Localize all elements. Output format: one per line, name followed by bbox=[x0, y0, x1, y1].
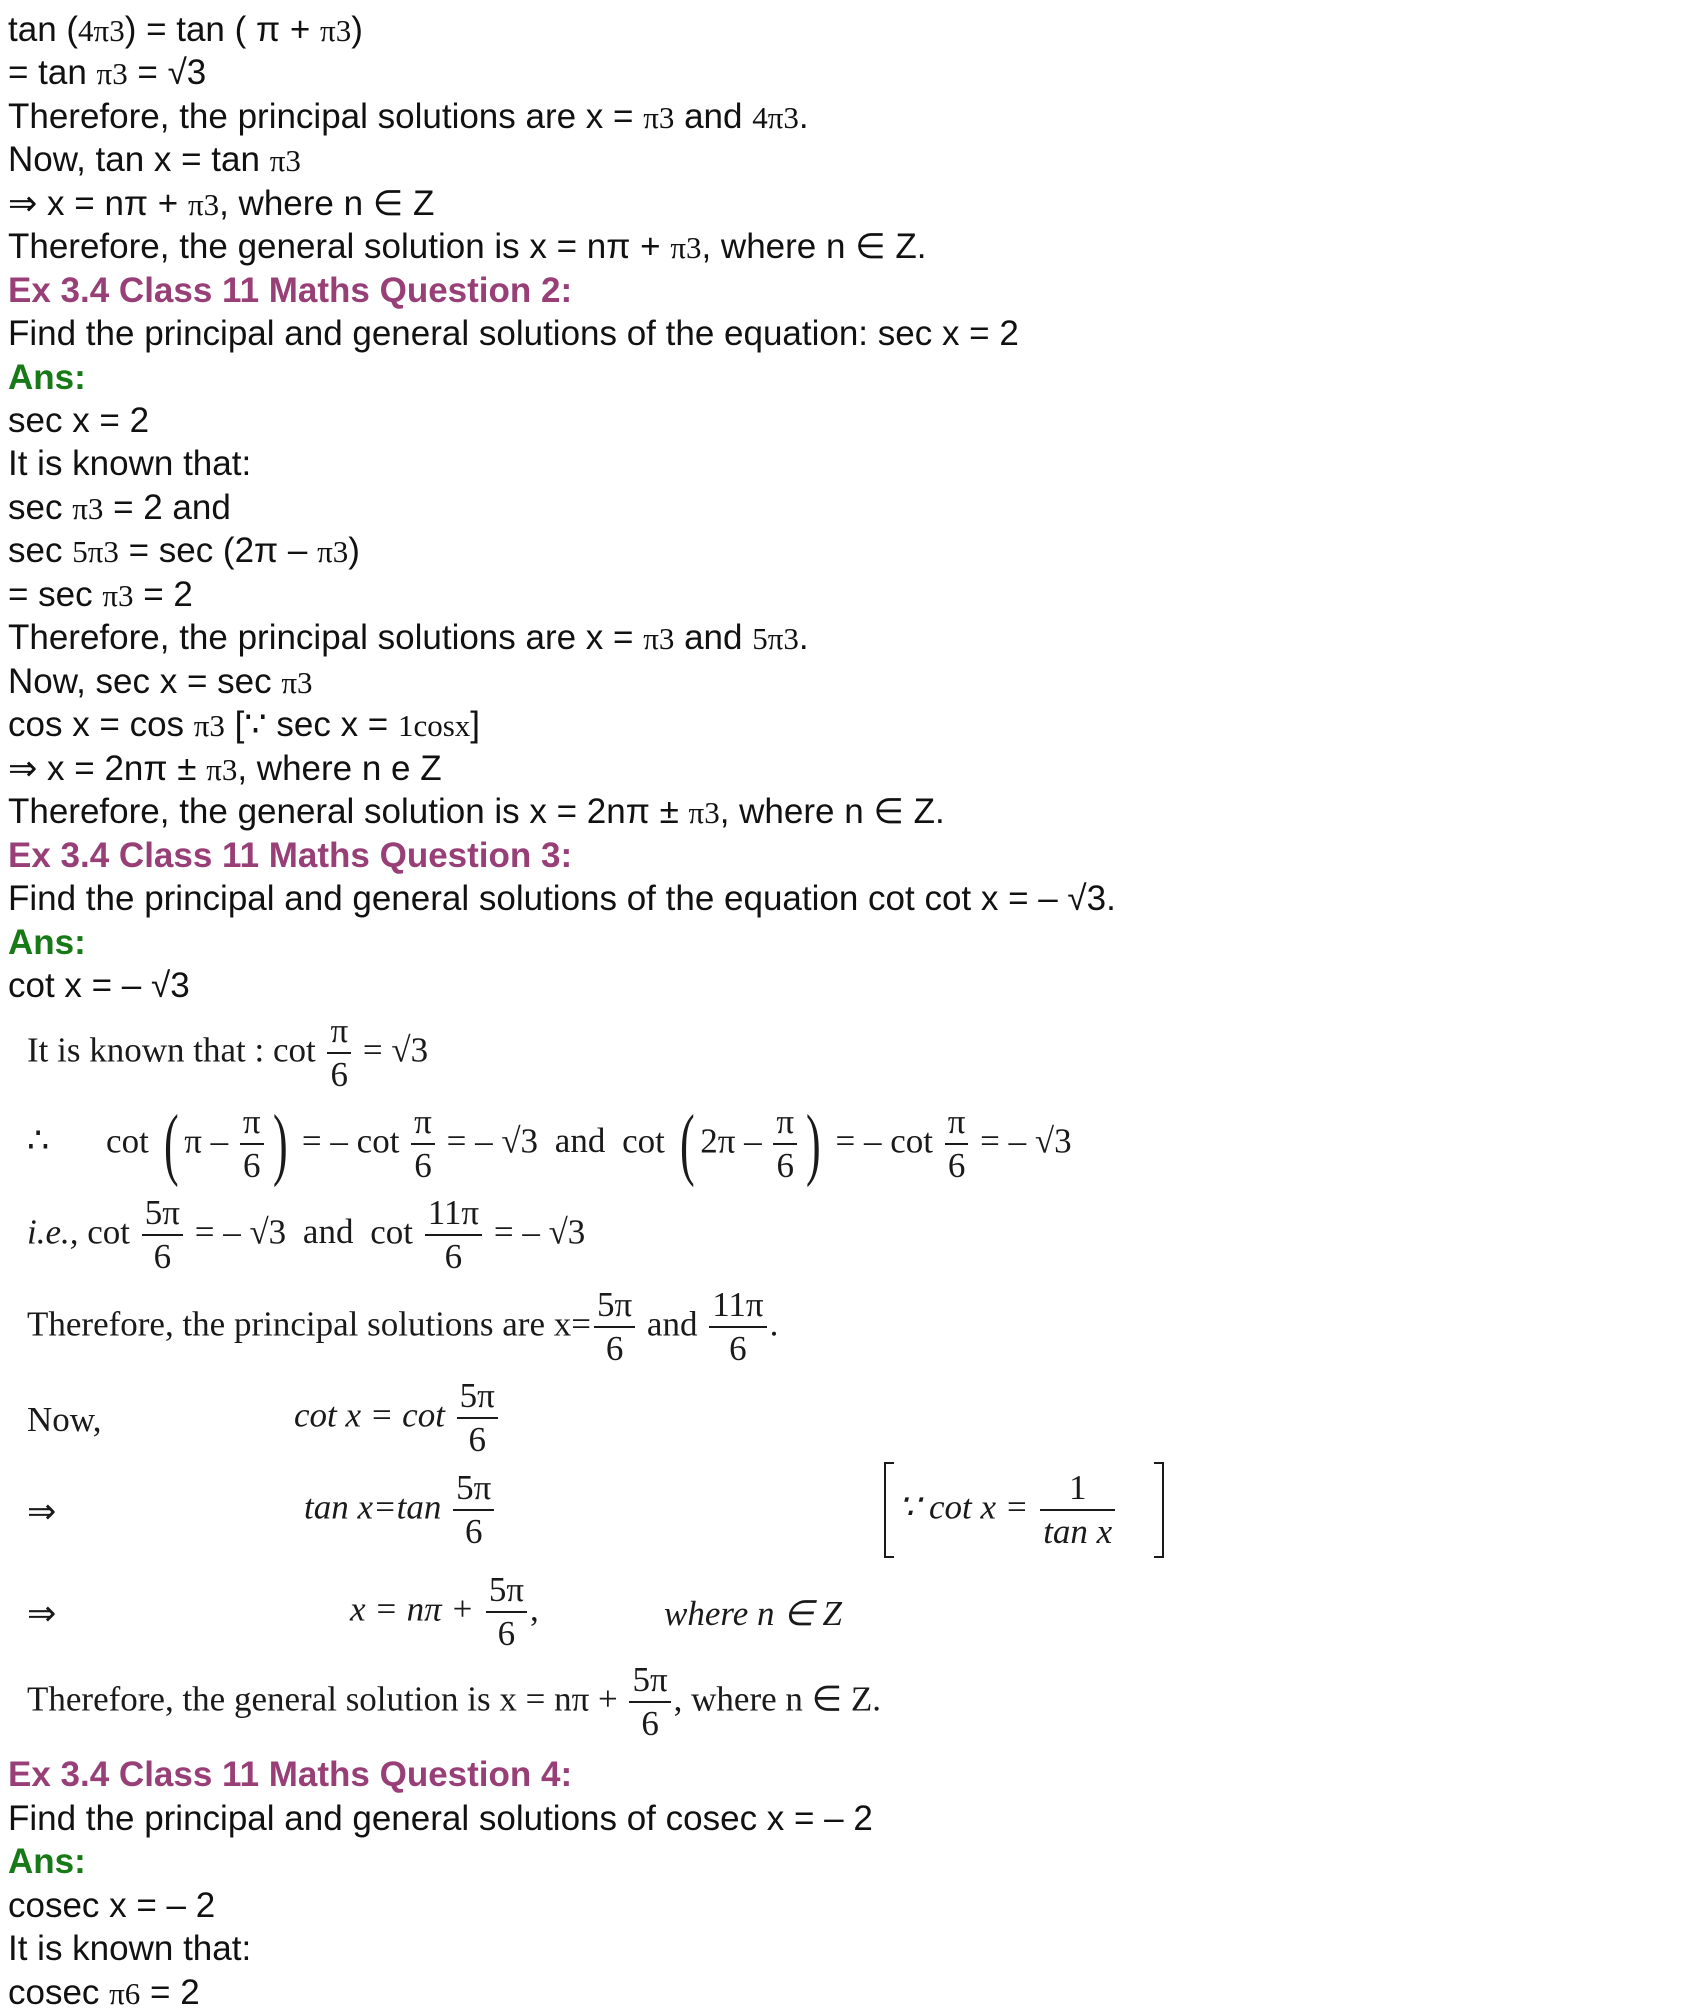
text: cot x = cot bbox=[294, 1395, 445, 1435]
text: Therefore, the principal solutions are x= bbox=[27, 1304, 591, 1344]
scan-line-known bbox=[27, 1013, 428, 1094]
scan-line-therefore bbox=[27, 1100, 1072, 1189]
q2-ans-label: Ans: bbox=[8, 358, 86, 397]
therefore-symbol: ∴ bbox=[27, 1121, 50, 1161]
right-paren: ) bbox=[272, 1100, 288, 1189]
math-inline: π3 bbox=[72, 491, 104, 526]
fraction: $\frac{5\pi}{6}$ bbox=[453, 1470, 494, 1551]
text: . bbox=[798, 618, 809, 657]
text: and bbox=[302, 1212, 354, 1252]
text: cot bbox=[370, 1212, 413, 1252]
text: = sec (2π – bbox=[118, 531, 318, 570]
fraction: $\frac{5\pi}{6}$ bbox=[486, 1572, 527, 1653]
text: ] bbox=[470, 705, 481, 744]
text: Therefore, the general solution is x = nπ + bbox=[27, 1679, 618, 1719]
text: cot bbox=[87, 1212, 131, 1252]
q4-line-3 bbox=[8, 1975, 200, 2010]
scan-line-principal bbox=[27, 1287, 778, 1368]
math-inline: π3 bbox=[320, 13, 352, 48]
q1-line-6 bbox=[8, 229, 926, 264]
text: Therefore, the general solution is x = 2nπ ± bbox=[8, 792, 689, 831]
math-inline: π3 bbox=[187, 187, 220, 222]
text: = – √3 bbox=[194, 1212, 287, 1252]
scan-implies-1: ⇒ bbox=[27, 1492, 57, 1531]
text: and bbox=[646, 1304, 698, 1344]
text: ∵ cot x = bbox=[898, 1487, 1029, 1527]
q2-line-4 bbox=[8, 533, 360, 568]
text: ) = tan ( π + bbox=[124, 10, 321, 49]
text: = √3 bbox=[362, 1030, 429, 1070]
math-inline: π3 bbox=[193, 708, 225, 743]
q4-heading: Ex 3.4 Class 11 Maths Question 4: bbox=[8, 1755, 573, 1794]
text: , where n ∈ Z bbox=[219, 184, 435, 223]
text: and bbox=[674, 618, 753, 657]
fraction: $\frac{11\pi}{6}$ bbox=[709, 1287, 766, 1368]
q1-line-5 bbox=[8, 186, 434, 221]
q2-line-3 bbox=[8, 490, 231, 525]
text: cot bbox=[106, 1121, 149, 1161]
math-inline: π3 bbox=[643, 100, 675, 135]
math-inline: π3 bbox=[102, 578, 134, 613]
math-inline: 4π3 bbox=[78, 13, 125, 48]
text: Therefore, the principal solutions are x = bbox=[8, 618, 644, 657]
text: = sec bbox=[8, 575, 103, 614]
scan-line-general bbox=[27, 1662, 881, 1743]
text: = tan bbox=[8, 53, 97, 92]
math-inline: π3 bbox=[96, 56, 128, 91]
scan-line-ie bbox=[27, 1195, 585, 1276]
text: tan x=tan bbox=[304, 1487, 442, 1527]
text: Now, sec x = sec bbox=[8, 662, 282, 701]
fraction: $\frac{5\pi}{6}$ bbox=[594, 1287, 635, 1368]
fraction: $\frac{5\pi}{6}$ bbox=[629, 1662, 670, 1743]
fraction: $\frac{5\pi}{6}$ bbox=[142, 1195, 183, 1276]
text: = – √3 bbox=[493, 1212, 586, 1252]
text: . bbox=[798, 97, 809, 136]
fraction: $\frac{1}{\text{tan x}}$ bbox=[1040, 1470, 1115, 1551]
math-inline: π3 bbox=[281, 665, 313, 700]
right-paren: ) bbox=[806, 1100, 821, 1189]
q3-question: Find the principal and general solutions of the equation cot cot x = – √3. bbox=[8, 879, 1116, 918]
math-inline: 1cosx bbox=[397, 708, 471, 743]
scan-x-eq bbox=[350, 1572, 539, 1653]
text: ⇒ x = 2nπ ± bbox=[8, 749, 207, 788]
text: sec bbox=[8, 531, 73, 570]
scan-because bbox=[898, 1470, 1118, 1551]
text: tan ( bbox=[8, 10, 79, 49]
text: sec bbox=[8, 488, 73, 527]
q4-question: Find the principal and general solutions of cosec x = – 2 bbox=[8, 1799, 873, 1838]
text: , where n ∈ Z. bbox=[673, 1679, 882, 1719]
text: = – √3 bbox=[446, 1121, 539, 1161]
q2-line-6 bbox=[8, 620, 809, 655]
math-inline: 5π3 bbox=[752, 621, 799, 656]
text: i.e., bbox=[27, 1212, 79, 1252]
text: = – √3 bbox=[980, 1121, 1072, 1161]
text: = – cot bbox=[301, 1121, 400, 1161]
text: ) bbox=[348, 531, 360, 570]
text: Therefore, the principal solutions are x = bbox=[8, 97, 644, 136]
scan-tan-eq bbox=[304, 1470, 497, 1551]
fraction: $\frac{\pi}{6}$ bbox=[945, 1104, 969, 1185]
text: and bbox=[674, 97, 753, 136]
text: cosec bbox=[8, 1973, 110, 2012]
scan-now-label: Now, bbox=[27, 1400, 102, 1439]
fraction: $\frac{11\pi}{6}$ bbox=[425, 1195, 482, 1276]
q2-question: Find the principal and general solutions of the equation: sec x = 2 bbox=[8, 314, 1019, 353]
text: = 2 bbox=[140, 1973, 200, 2012]
text: = – cot bbox=[835, 1121, 933, 1161]
q1-line-4 bbox=[8, 142, 301, 177]
math-inline: π6 bbox=[109, 1976, 141, 2011]
fraction: $\frac{5\pi}{6}$ bbox=[457, 1378, 498, 1459]
q3-line-1: cot x = – √3 bbox=[8, 966, 190, 1005]
text: cot bbox=[622, 1121, 665, 1161]
q3-heading: Ex 3.4 Class 11 Maths Question 3: bbox=[8, 836, 573, 875]
text: , where n ∈ Z. bbox=[701, 227, 927, 266]
q2-line-10 bbox=[8, 794, 945, 829]
math-inline: 4π3 bbox=[752, 100, 799, 135]
text: x = nπ + bbox=[350, 1589, 475, 1629]
q2-heading: Ex 3.4 Class 11 Maths Question 2: bbox=[8, 271, 573, 310]
fraction: $\frac{\pi}{6}$ bbox=[240, 1104, 264, 1185]
q2-line-9 bbox=[8, 751, 442, 786]
text: . bbox=[769, 1304, 779, 1344]
q1-line-3 bbox=[8, 99, 809, 134]
q4-ans-label: Ans: bbox=[8, 1842, 86, 1881]
text: 2π – bbox=[700, 1121, 762, 1161]
scan-implies-2: ⇒ bbox=[27, 1594, 57, 1633]
fraction: $\frac{\pi}{6}$ bbox=[773, 1104, 797, 1185]
q1-line-1 bbox=[8, 12, 363, 47]
q1-line-2 bbox=[8, 55, 206, 90]
scan-where: where n ∈ Z bbox=[664, 1594, 842, 1633]
q2-line-2: It is known that: bbox=[8, 444, 252, 483]
q3-ans-label: Ans: bbox=[8, 923, 86, 962]
text: π – bbox=[184, 1121, 229, 1161]
scan-now-eq bbox=[294, 1378, 501, 1459]
left-paren: ( bbox=[679, 1100, 695, 1189]
math-inline: π3 bbox=[206, 752, 238, 787]
fraction: $\frac{\pi}{6}$ bbox=[411, 1104, 435, 1185]
math-inline: π3 bbox=[317, 534, 349, 569]
q4-line-1: cosec x = – 2 bbox=[8, 1886, 216, 1925]
math-inline: π3 bbox=[688, 795, 720, 830]
q2-line-8 bbox=[8, 707, 480, 742]
text: ) bbox=[351, 10, 363, 49]
math-inline: π3 bbox=[643, 621, 675, 656]
text: [∵ sec x = bbox=[224, 705, 398, 744]
text: = √3 bbox=[127, 53, 207, 92]
text: , bbox=[529, 1589, 539, 1629]
text: and bbox=[554, 1121, 606, 1161]
math-inline: π3 bbox=[269, 143, 301, 178]
q2-line-5 bbox=[8, 577, 193, 612]
q2-line-1: sec x = 2 bbox=[8, 401, 150, 440]
text: = 2 bbox=[133, 575, 193, 614]
text: = 2 and bbox=[103, 488, 231, 527]
math-inline: 5π3 bbox=[72, 534, 119, 569]
text: Now, tan x = tan bbox=[8, 140, 270, 179]
text: Therefore, the general solution is x = nπ + bbox=[8, 227, 671, 266]
text: It is known that : cot bbox=[27, 1030, 316, 1070]
text: ⇒ x = nπ + bbox=[8, 184, 188, 223]
math-inline: π3 bbox=[670, 230, 702, 265]
text: , where n e Z bbox=[237, 749, 442, 788]
left-paren: ( bbox=[163, 1100, 179, 1189]
fraction: $\frac{\pi}{6}$ bbox=[327, 1013, 351, 1094]
text: , where n ∈ Z. bbox=[719, 792, 945, 831]
q4-line-2: It is known that: bbox=[8, 1929, 252, 1968]
q2-line-7 bbox=[8, 664, 312, 699]
text: cos x = cos bbox=[8, 705, 194, 744]
